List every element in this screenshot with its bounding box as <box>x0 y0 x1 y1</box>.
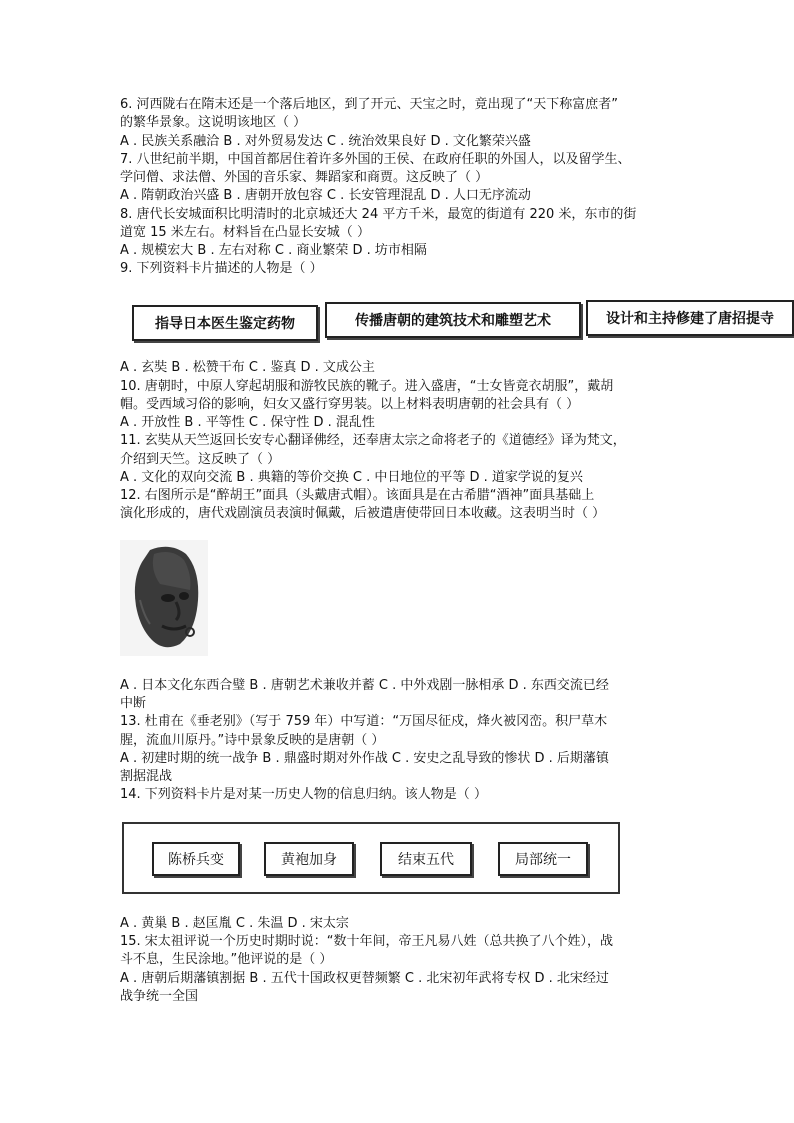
info-card: 陈桥兵变 <box>152 842 240 876</box>
text-line: 战争统一全国 <box>120 989 199 1004</box>
text-line: 的繁华景象。这说明该地区（ ） <box>120 115 307 130</box>
text-line: 腥，流血川原丹。”诗中景象反映的是唐朝（ ） <box>120 733 385 748</box>
text-line: 10. 唐朝时，中原人穿起胡服和游牧民族的靴子。进入盛唐，“士女皆竟衣胡服”，戴胡 <box>120 379 614 394</box>
text-line: 道宽 15 米左右。材料旨在凸显长安城（ ） <box>120 225 370 240</box>
info-card: 局部统一 <box>498 842 588 876</box>
info-card: 设计和主持修建了唐招提寺 <box>586 300 794 336</box>
text-line: A . 文化的双向交流 B . 典籍的等价交换 C . 中日地位的平等 D . 道家学说的复兴 <box>120 470 583 485</box>
text-line: 8. 唐代长安城面积比明清时的北京城还大 24 平方千米，最宽的街道有 220 米，东市的街 <box>120 207 637 222</box>
text-line: A . 黄巢 B . 赵匡胤 C . 朱温 D . 宋太宗 <box>120 916 349 931</box>
text-line: 帽。受西域习俗的影响，妇女又盛行穿男装。以上材料表明唐朝的社会具有（ ） <box>120 397 580 412</box>
info-card: 指导日本医生鉴定药物 <box>132 305 318 341</box>
text-line: A . 唐朝后期藩镇割据 B . 五代十国政权更替频繁 C . 北宋初年武将专权 D . 北宋经过 <box>120 971 609 986</box>
text-line: A . 日本文化东西合璧 B . 唐朝艺术兼收并蓄 C . 中外戏剧一脉相承 D . 东西交流已经 <box>120 678 609 693</box>
text-line: A . 隋朝政治兴盛 B . 唐朝开放包容 C . 长安管理混乱 D . 人口无序流动 <box>120 188 531 203</box>
text-line: A . 玄奘 B . 松赞干布 C . 鉴真 D . 文成公主 <box>120 360 375 375</box>
text-line: 14. 下列资料卡片是对某一历史人物的信息归纳。该人物是（ ） <box>120 787 487 802</box>
text-line: 13. 杜甫在《垂老别》（写于 759 年）中写道：“万国尽征戍，烽火被冈峦。积尸草木 <box>120 714 608 729</box>
text-line: 7. 八世纪前半期，中国首都居住着许多外国的王侯、在政府任职的外国人，以及留学生、 <box>120 152 631 167</box>
text-line: 9. 下列资料卡片描述的人物是（ ） <box>120 261 323 276</box>
text-line: 演化形成的，唐代戏剧演员表演时佩戴，后被遣唐使带回日本收藏。这表明当时（ ） <box>120 506 606 521</box>
info-card: 结束五代 <box>380 842 472 876</box>
text-line: 介绍到天竺。这反映了（ ） <box>120 452 281 467</box>
text-line: 11. 玄奘从天竺返回长安专心翻译佛经，还奉唐太宗之命将老子的《道德经》译为梵文， <box>120 433 626 448</box>
info-card: 黄袍加身 <box>264 842 354 876</box>
text-line: 15. 宋太祖评说一个历史时期时说：“数十年间，帝王凡易八姓（总共换了八个姓），战 <box>120 934 614 949</box>
text-line: A . 民族关系融洽 B . 对外贸易发达 C . 统治效果良好 D . 文化繁荣兴盛 <box>120 134 531 149</box>
mask-image <box>120 540 208 656</box>
text-line: 12. 右图所示是“醉胡王”面具（头戴唐式帽）。该面具是在古希腊“酒神”面具基础上 <box>120 488 595 503</box>
text-line: A . 规模宏大 B . 左右对称 C . 商业繁荣 D . 坊市相隔 <box>120 243 427 258</box>
text-line: 割据混战 <box>120 769 173 784</box>
text-line: 中断 <box>120 696 147 711</box>
text-line: A . 初建时期的统一战争 B . 鼎盛时期对外作战 C . 安史之乱导致的惨状 D . 后期藩镇 <box>120 751 609 766</box>
info-card: 传播唐朝的建筑技术和雕塑艺术 <box>325 302 581 338</box>
text-line: 斗不息，生民涂地。”他评说的是（ ） <box>120 952 333 967</box>
text-line: A . 开放性 B . 平等性 C . 保守性 D . 混乱性 <box>120 415 375 430</box>
text-line: 学问僧、求法僧、外国的音乐家、舞蹈家和商贾。这反映了（ ） <box>120 170 489 185</box>
text-line: 6. 河西陇右在隋末还是一个落后地区，到了开元、天宝之时，竟出现了“天下称富庶者” <box>120 97 619 112</box>
